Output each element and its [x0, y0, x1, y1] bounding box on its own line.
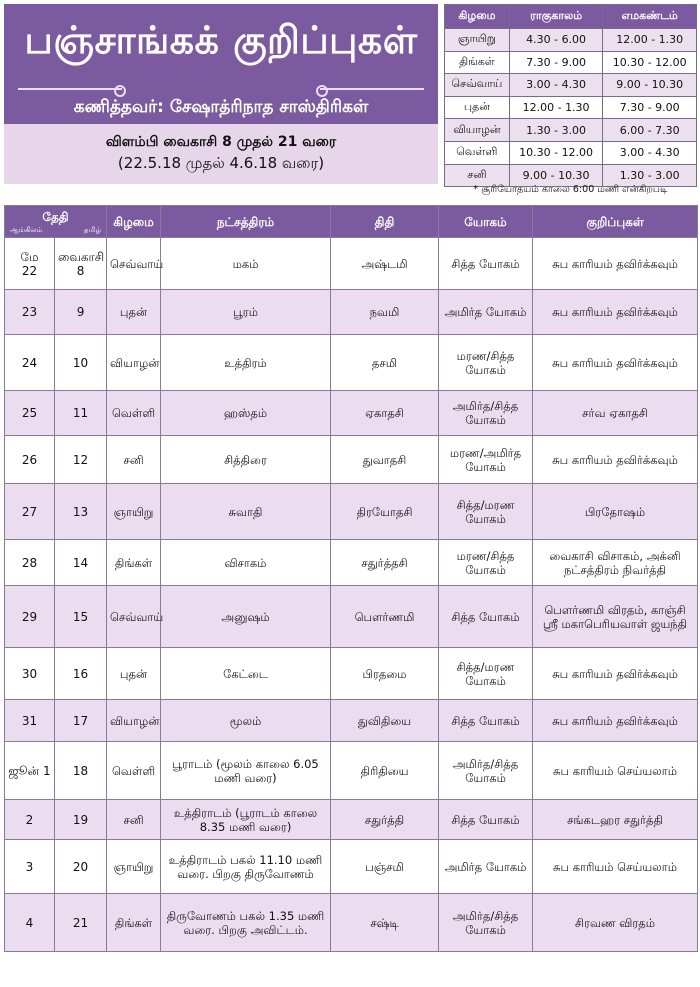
timing-cell-emagandam: 3.00 - 4.30 [603, 141, 697, 164]
timing-header-day: கிழமை [445, 5, 510, 29]
cell-tamil-date [55, 800, 107, 840]
day-number: 24 [21, 355, 38, 370]
timing-cell-day: திங்கள் [445, 51, 510, 74]
cell-tithi: நவமி [331, 290, 439, 335]
timing-cell-emagandam: 9.00 - 10.30 [603, 74, 697, 97]
timing-cell-rahukalam: 3.00 - 4.30 [509, 74, 603, 97]
cell-star: விசாகம் [161, 540, 331, 586]
cell-day: திங்கள் [107, 540, 161, 586]
cell-day: ஞாயிறு [107, 484, 161, 540]
cell-notes: சுப காரியம் செய்யலாம் [533, 840, 698, 894]
timing-cell-day: வியாழன் [445, 119, 510, 142]
tamil-day-number: 19 [72, 812, 89, 827]
tamil-day-number: 9 [76, 305, 85, 319]
author-line: கணித்தவர்: சேஷாத்ரிநாத சாஸ்திரிகள் [73, 97, 369, 117]
tamil-day-number: 14 [72, 555, 89, 570]
cell-notes: பிரதோஷம் [533, 484, 698, 540]
cell-yogam: சித்த யோகம் [439, 238, 533, 290]
cell-english-date [5, 335, 55, 391]
cell-yogam: அமிர்த/சித்த யோகம் [439, 894, 533, 952]
timing-cell-rahukalam: 9.00 - 10.30 [509, 164, 603, 187]
cell-yogam: சித்த/மரண யோகம் [439, 484, 533, 540]
cell-english-date [5, 436, 55, 484]
timing-cell-emagandam: 12.00 - 1.30 [603, 29, 697, 52]
cell-tamil-date [55, 436, 107, 484]
table-row [5, 894, 698, 952]
cell-english-date [5, 290, 55, 335]
cell-notes: சுப காரியம் தவிர்க்கவும் [533, 700, 698, 742]
month-label: ஜூன் [8, 763, 40, 778]
cell-yogam: அமிர்த யோகம் [439, 290, 533, 335]
cell-tithi: பஞ்சமி [331, 840, 439, 894]
timing-cell-emagandam: 1.30 - 3.00 [603, 164, 697, 187]
cell-yogam: மரண/சித்த யோகம் [439, 540, 533, 586]
cell-tithi: பிரதமை [331, 648, 439, 700]
cell-tithi: திரிதியை [331, 742, 439, 800]
timing-cell-rahukalam: 10.30 - 12.00 [509, 141, 603, 164]
cell-tithi: துவிதியை [331, 700, 439, 742]
cell-tamil-date [55, 484, 107, 540]
table-row [5, 238, 698, 290]
cell-star: உத்திராடம் பகல் 11.10 மணி வரை. பிறகு திருவோணம் [161, 840, 331, 894]
cell-yogam: அமிர்த/சித்த யோகம் [439, 742, 533, 800]
cell-english-date [5, 391, 55, 436]
cell-tamil-date [55, 391, 107, 436]
day-number: 30 [21, 666, 38, 681]
tamil-day-number: 16 [72, 666, 89, 681]
cell-yogam: மரண/அமிர்த யோகம் [439, 436, 533, 484]
cell-tithi: ஏகாதசி [331, 391, 439, 436]
cell-notes: சங்கடஹர சதுர்த்தி [533, 800, 698, 840]
tamil-day-number: 13 [72, 504, 89, 519]
cell-notes: சுப காரியம் தவிர்க்கவும் [533, 648, 698, 700]
header-star: நட்சத்திரம் [161, 206, 331, 238]
cell-star: திருவோணம் பகல் 1.35 மணி வரை. பிறகு அவிட்டம். [161, 894, 331, 952]
cell-tithi: திரயோதசி [331, 484, 439, 540]
cell-english-date [5, 700, 55, 742]
table-row [5, 391, 698, 436]
cell-yogam: மரண/சித்த யோகம் [439, 335, 533, 391]
cell-day: செவ்வாய் [107, 238, 161, 290]
header-date-english: ஆங்கிலம் [10, 225, 43, 234]
timing-cell-day: செவ்வாய் [445, 74, 510, 97]
day-number: 2 [25, 812, 34, 827]
cell-english-date [5, 742, 55, 800]
rahu-yama-timing-table [444, 4, 697, 187]
cell-star: சித்திரை [161, 436, 331, 484]
cell-tamil-date [55, 238, 107, 290]
cell-tamil-date [55, 700, 107, 742]
tamil-day-number: 8 [76, 263, 85, 278]
period-box [4, 124, 438, 184]
day-number: 27 [21, 504, 38, 519]
day-number: 3 [25, 859, 34, 874]
cell-english-date [5, 840, 55, 894]
panchangam-table [4, 205, 698, 952]
tamil-day-number: 12 [72, 452, 89, 467]
tamil-month-label: வைகாசி [58, 249, 105, 264]
cell-day: வியாழன் [107, 700, 161, 742]
timing-header-rahukalam: ராகுகாலம் [509, 5, 603, 29]
cell-day: திங்கள் [107, 894, 161, 952]
cell-tithi: பௌர்ணமி [331, 586, 439, 648]
left-flourish-decoration [18, 88, 122, 90]
day-number: 29 [21, 609, 38, 624]
cell-tamil-date [55, 894, 107, 952]
cell-notes: சுப காரியம் தவிர்க்கவும் [533, 238, 698, 290]
cell-notes: சுப காரியம் செய்யலாம் [533, 742, 698, 800]
tamil-day-number: 11 [72, 406, 89, 420]
cell-english-date [5, 586, 55, 648]
day-number: 23 [21, 305, 38, 319]
header-notes: குறிப்புகள் [533, 206, 698, 238]
cell-yogam: சித்த யோகம் [439, 586, 533, 648]
day-number: 31 [21, 713, 38, 728]
cell-english-date [5, 648, 55, 700]
timing-cell-emagandam: 10.30 - 12.00 [603, 51, 697, 74]
table-row [5, 742, 698, 800]
cell-star: உத்திரம் [161, 335, 331, 391]
table-row [5, 335, 698, 391]
table-row [5, 700, 698, 742]
cell-day: சனி [107, 436, 161, 484]
cell-tamil-date [55, 540, 107, 586]
table-row [5, 648, 698, 700]
cell-day: ஞாயிறு [107, 840, 161, 894]
header-date-label: தேதி [42, 209, 69, 224]
timing-cell-rahukalam: 4.30 - 6.00 [509, 29, 603, 52]
header-tithi: திதி [331, 206, 439, 238]
month-label: மே [20, 249, 39, 264]
header-day: கிழமை [107, 206, 161, 238]
cell-star: உத்திராடம் (பூராடம் காலை 8.35 மணி வரை) [161, 800, 331, 840]
cell-day: புதன் [107, 290, 161, 335]
tamil-day-number: 20 [72, 859, 89, 874]
timing-cell-emagandam: 6.00 - 7.30 [603, 119, 697, 142]
header-yogam: யோகம் [439, 206, 533, 238]
cell-tithi: தசமி [331, 335, 439, 391]
cell-tithi: சதுர்த்தசி [331, 540, 439, 586]
cell-notes: சிரவண விரதம் [533, 894, 698, 952]
right-flourish-decoration [320, 88, 424, 90]
cell-tithi: துவாதசி [331, 436, 439, 484]
header-date [5, 206, 107, 238]
cell-tithi: அஷ்டமி [331, 238, 439, 290]
header-date-tamil: தமிழ் [83, 225, 102, 234]
timing-cell-day: ஞாயிறு [445, 29, 510, 52]
tamil-day-number: 15 [72, 609, 89, 624]
table-row [5, 586, 698, 648]
cell-tamil-date [55, 840, 107, 894]
timing-header-emagandam: எமகண்டம் [603, 5, 697, 29]
cell-star: சுவாதி [161, 484, 331, 540]
cell-english-date [5, 484, 55, 540]
cell-english-date [5, 894, 55, 952]
cell-star: கேட்டை [161, 648, 331, 700]
timing-cell-day: புதன் [445, 96, 510, 119]
cell-tamil-date [55, 335, 107, 391]
day-number: 1 [42, 763, 51, 778]
table-row [5, 540, 698, 586]
header-banner [4, 4, 438, 124]
cell-day: வியாழன் [107, 335, 161, 391]
timing-row [445, 141, 697, 164]
table-row [5, 436, 698, 484]
cell-tamil-date [55, 586, 107, 648]
period-english-dates: (22.5.18 முதல் 4.6.18 வரை) [117, 154, 325, 172]
timing-row [445, 51, 697, 74]
day-number: 25 [21, 406, 38, 420]
sunrise-footnote: * சூரியோதயம் காலை 6:00 மணி என்கிறபடி [473, 184, 668, 195]
timing-row [445, 29, 697, 52]
cell-star: மகம் [161, 238, 331, 290]
cell-english-date [5, 540, 55, 586]
day-number: 4 [25, 915, 34, 930]
cell-notes: வைகாசி விசாகம், அக்னி நட்சத்திரம் நிவர்த்தி [533, 540, 698, 586]
cell-yogam: அமிர்த/சித்த யோகம் [439, 391, 533, 436]
cell-day: வெள்ளி [107, 391, 161, 436]
cell-day: சனி [107, 800, 161, 840]
cell-star: மூலம் [161, 700, 331, 742]
cell-tithi: சஷ்டி [331, 894, 439, 952]
timing-row [445, 119, 697, 142]
cell-tamil-date [55, 648, 107, 700]
period-tamil: விளம்பி வைகாசி 8 முதல் 21 வரை [105, 134, 337, 150]
cell-yogam: சித்த/மரண யோகம் [439, 648, 533, 700]
cell-star: பூரம் [161, 290, 331, 335]
timing-cell-rahukalam: 12.00 - 1.30 [509, 96, 603, 119]
timing-row [445, 74, 697, 97]
timing-cell-day: வெள்ளி [445, 141, 510, 164]
tamil-day-number: 21 [72, 915, 89, 930]
cell-day: புதன் [107, 648, 161, 700]
page-title: பஞ்சாங்கக் குறிப்புகள் [24, 18, 418, 62]
table-row [5, 484, 698, 540]
day-number: 22 [21, 263, 38, 278]
tamil-day-number: 18 [72, 763, 89, 778]
cell-notes: சுப காரியம் தவிர்க்கவும் [533, 290, 698, 335]
timing-cell-emagandam: 7.30 - 9.00 [603, 96, 697, 119]
cell-yogam: சித்த யோகம் [439, 800, 533, 840]
cell-notes: சுப காரியம் தவிர்க்கவும் [533, 436, 698, 484]
cell-tithi: சதுர்த்தி [331, 800, 439, 840]
cell-star: ஹஸ்தம் [161, 391, 331, 436]
table-row [5, 840, 698, 894]
tamil-day-number: 17 [72, 713, 89, 728]
cell-notes: பௌர்ணமி விரதம், காஞ்சி ஸ்ரீ மகாபெரியவாள் ஜயந்தி [533, 586, 698, 648]
day-number: 28 [21, 555, 38, 570]
main-header-row [5, 206, 698, 238]
table-row [5, 290, 698, 335]
cell-star: அனுஷம் [161, 586, 331, 648]
tamil-day-number: 10 [72, 355, 89, 370]
timing-header-row [445, 5, 697, 29]
timing-cell-rahukalam: 1.30 - 3.00 [509, 119, 603, 142]
cell-day: வெள்ளி [107, 742, 161, 800]
cell-tamil-date [55, 290, 107, 335]
cell-english-date [5, 800, 55, 840]
cell-notes: சுப காரியம் தவிர்க்கவும் [533, 335, 698, 391]
timing-cell-day: சனி [445, 164, 510, 187]
cell-notes: சர்வ ஏகாதசி [533, 391, 698, 436]
cell-star: பூராடம் (மூலம் காலை 6.05 மணி வரை) [161, 742, 331, 800]
cell-tamil-date [55, 742, 107, 800]
table-row [5, 800, 698, 840]
cell-yogam: சித்த யோகம் [439, 700, 533, 742]
timing-row [445, 96, 697, 119]
day-number: 26 [21, 452, 38, 467]
cell-english-date [5, 238, 55, 290]
cell-yogam: அமிர்த யோகம் [439, 840, 533, 894]
cell-day: செவ்வாய் [107, 586, 161, 648]
timing-cell-rahukalam: 7.30 - 9.00 [509, 51, 603, 74]
